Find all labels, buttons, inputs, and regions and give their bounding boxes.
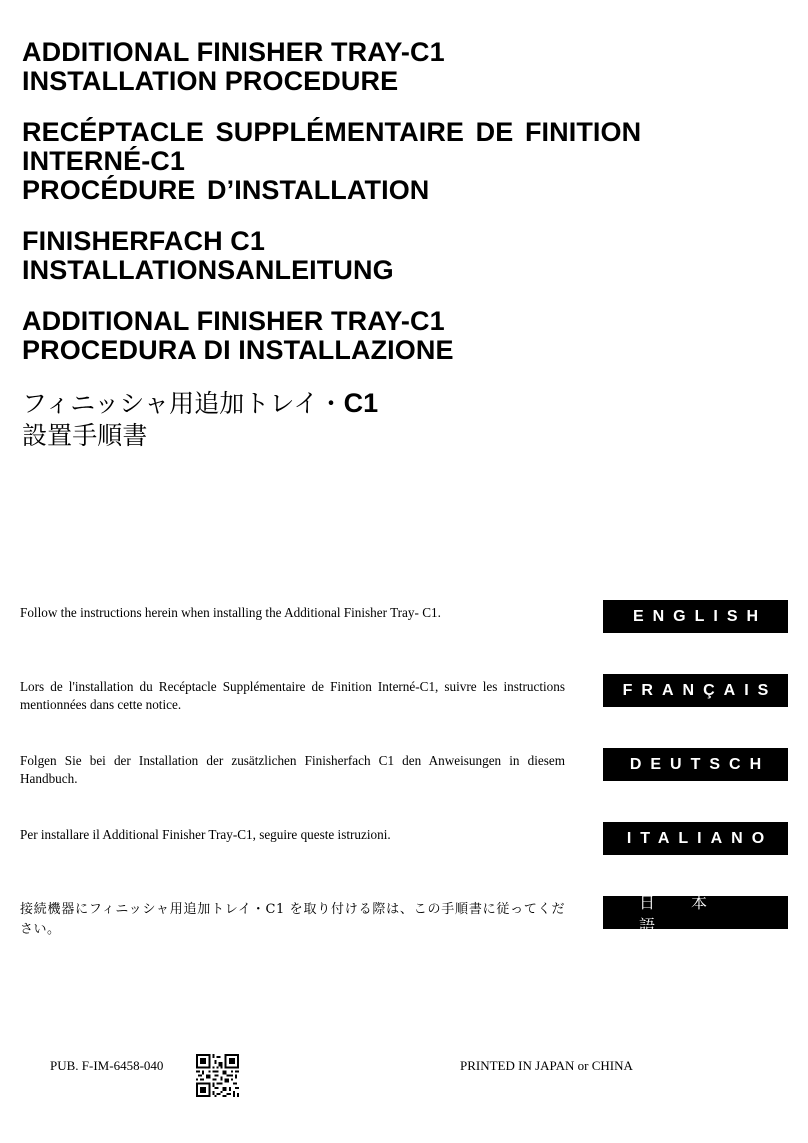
title-jp-code: C1: [343, 388, 379, 418]
title-line: ADDITIONAL FINISHER TRAY-C1: [22, 306, 445, 336]
language-instruction: Folgen Sie bei der Installation der zusätzlichen Finisherfach C1 den Anweisungen in diesem Handbuch.: [20, 753, 565, 786]
title-line: FINISHERFACH C1: [22, 226, 266, 256]
language-instruction: Follow the instructions herein when installing the Additional Finisher Tray- C1.: [20, 605, 441, 620]
language-button-japanese[interactable]: 日本語: [603, 896, 788, 929]
language-button-french[interactable]: FRANÇAIS: [603, 674, 788, 707]
title-line: INTERNÉ-C1: [22, 146, 186, 176]
language-button-italian[interactable]: ITALIANO: [603, 822, 788, 855]
language-button-english[interactable]: ENGLISH: [603, 600, 788, 633]
title-line: PROCEDURA DI INSTALLAZIONE: [22, 335, 454, 365]
language-button-german[interactable]: DEUTSCH: [603, 748, 788, 781]
title-japanese: [22, 387, 782, 452]
title-jp-text: フィニッシャ用追加トレイ・: [22, 389, 344, 418]
language-instruction: Lors de l'installation du Recéptacle Supplémentaire de Finition Interné-C1, suivre les instructions mentionnées dans cette notice.: [20, 679, 565, 712]
title-line: INSTALLATION PROCEDURE: [22, 66, 399, 96]
title-line: [22, 387, 782, 420]
title-section: [22, 38, 782, 474]
title-italian: [22, 307, 782, 365]
title-line: INSTALLATIONSANLEITUNG: [22, 255, 394, 285]
language-instruction: Per installare il Additional Finisher Tray-C1, seguire queste istruzioni.: [20, 827, 391, 842]
title-line: ADDITIONAL FINISHER TRAY-C1: [22, 37, 445, 67]
title-english: [22, 38, 782, 96]
language-instruction: 接続機器にフィニッシャ用追加トレイ・C1 を取り付ける際は、この手順書に従ってください。: [20, 902, 565, 937]
printed-in: PRINTED IN JAPAN or CHINA: [460, 1058, 633, 1073]
title-german: [22, 227, 782, 285]
title-line: 設置手順書: [22, 421, 148, 450]
title-line: PROCÉDURE D’INSTALLATION: [22, 175, 430, 205]
title-french: [22, 118, 782, 205]
qr-code-icon: [196, 1054, 239, 1097]
title-line: RECÉPTACLE SUPPLÉMENTAIRE DE FINITION: [22, 117, 642, 147]
publication-number: PUB. F-IM-6458-040: [50, 1058, 164, 1073]
